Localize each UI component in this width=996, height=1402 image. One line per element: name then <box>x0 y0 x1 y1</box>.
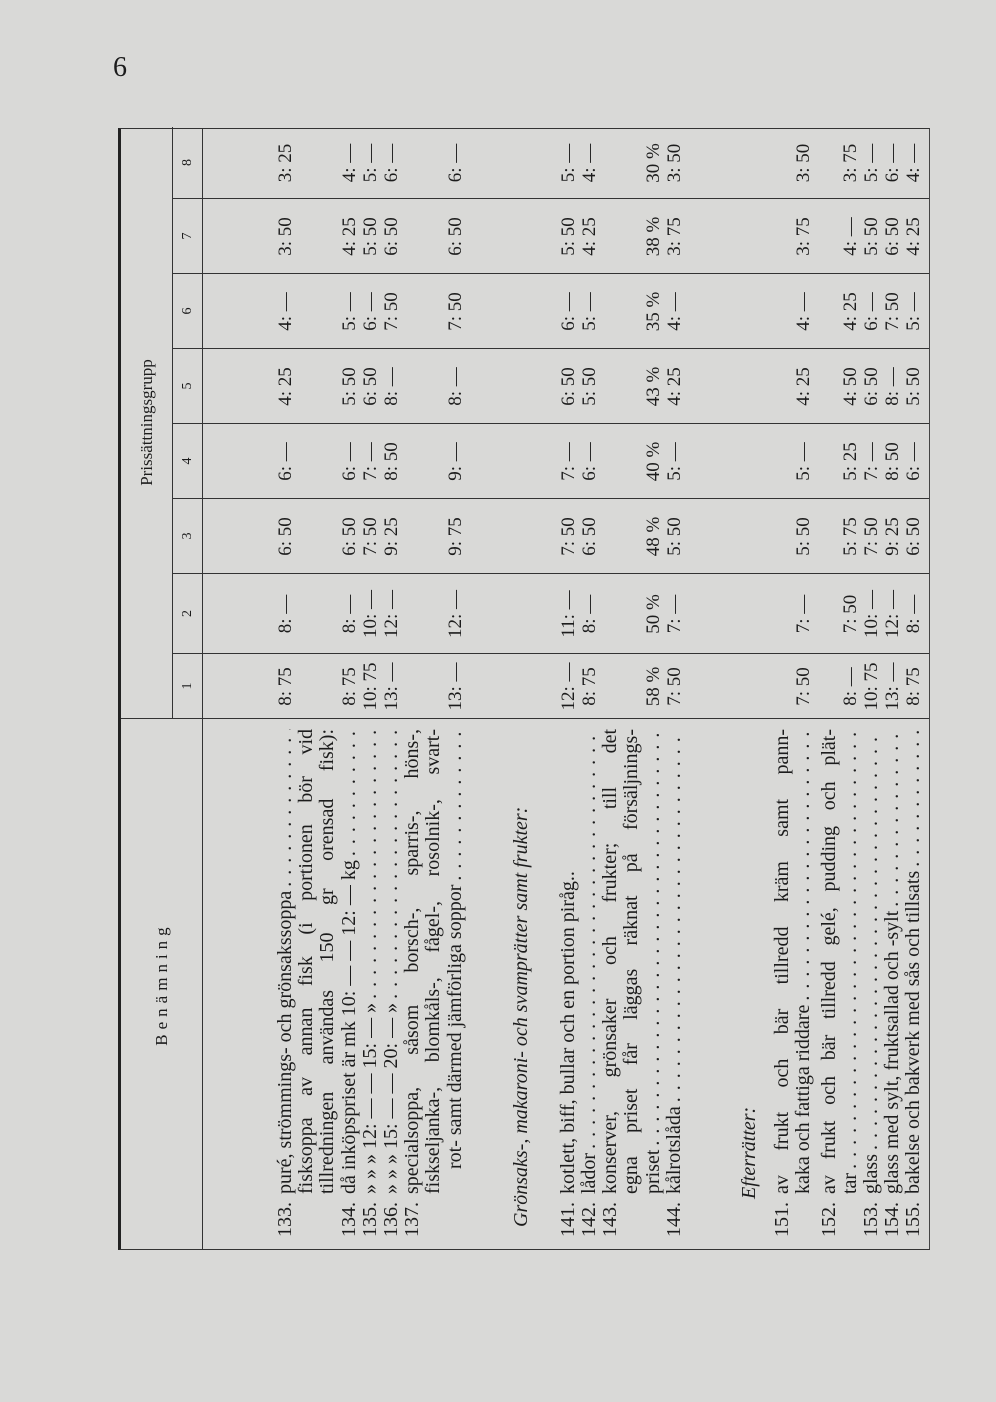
item-text: lådor <box>578 1152 601 1194</box>
dot-leader <box>275 729 296 887</box>
price-cells <box>643 127 664 719</box>
price-group-4: 7: — <box>557 442 579 481</box>
price-group-7: 6: 50 <box>380 217 402 256</box>
price-group-5: 4: 25 <box>793 367 815 406</box>
price-group-7: 3: 50 <box>275 217 296 256</box>
price-group-1: 8: 75 <box>338 667 360 706</box>
table-row <box>882 127 903 1249</box>
price-group-1: 8: 75 <box>579 667 601 706</box>
price-group-7: 6: 50 <box>444 217 466 256</box>
price-group-5: 4: 25 <box>663 367 685 406</box>
group-column-5: 5 <box>173 349 203 424</box>
price-group-4: 6: — <box>579 442 601 481</box>
item-number: 133. <box>274 1202 296 1237</box>
item-number: 142. <box>578 1202 601 1237</box>
price-group-5: 6: 50 <box>557 367 579 406</box>
table-row <box>381 127 402 1249</box>
price-group-3: 5: 50 <box>663 517 685 556</box>
page-number: 6 <box>113 52 127 83</box>
description-line <box>621 729 642 1237</box>
price-group-8: 3: 50 <box>663 143 685 183</box>
price-group-1: 13: — <box>444 662 466 711</box>
price-group-3: 7: 50 <box>860 517 882 556</box>
dot-leader <box>579 729 600 1149</box>
dot-leader <box>840 729 861 1169</box>
price-cells <box>558 127 579 719</box>
item-text: priset <box>641 1149 664 1194</box>
price-group-8: 6: — <box>882 143 904 183</box>
group-column-1: 1 <box>173 654 203 719</box>
item-number: 152. <box>817 1202 840 1237</box>
group-column-2: 2 <box>173 574 203 654</box>
price-group-5: 6: 50 <box>860 367 882 406</box>
dot-leader <box>861 729 882 1150</box>
price-group-6: 5: — <box>579 292 601 331</box>
price-group-2: 8: — <box>579 594 601 634</box>
price-group-5: 5: 50 <box>903 367 925 406</box>
price-group-6: 4: — <box>275 292 296 331</box>
price-group-8: 30 % <box>642 143 664 183</box>
description-line <box>819 729 840 1237</box>
price-group-6: 5: — <box>338 292 360 331</box>
table-row <box>861 127 882 1249</box>
price-cells <box>861 127 882 719</box>
dot-leader <box>903 729 924 867</box>
item-number: 137. <box>401 1202 424 1237</box>
description-line <box>903 729 924 1237</box>
price-group-4: 6: — <box>338 442 360 481</box>
description-line <box>275 729 296 1237</box>
price-group-6: 5: — <box>903 292 925 331</box>
price-group-3: 5: 50 <box>793 517 815 556</box>
item-text: tar <box>838 1172 861 1194</box>
price-group-2: 12: — <box>444 589 466 639</box>
header-prissattningsgrupp: Prissättningsgrupp <box>121 127 173 719</box>
table-row <box>558 127 579 1249</box>
price-cells <box>339 127 360 719</box>
price-cells <box>903 127 924 719</box>
price-group-1: 8: 75 <box>275 667 296 706</box>
price-group-7: 3: 75 <box>663 217 685 256</box>
item-text: glass med sylt, fruktsallad och -sylt <box>881 910 904 1194</box>
group-number-row <box>173 127 203 719</box>
description-line <box>445 729 466 1237</box>
row-description <box>819 719 861 1249</box>
item-text: » » » 15: — — 20: — » <box>379 1002 402 1194</box>
price-group-7: 6: 50 <box>882 217 904 256</box>
price-group-8: 5: — <box>359 143 381 183</box>
price-group-8: 6: — <box>444 143 466 183</box>
price-group-3: 9: 25 <box>380 517 402 556</box>
row-description <box>772 719 814 1249</box>
dot-leader <box>664 729 685 1102</box>
item-text: kotlett, biff, bullar och en portion piråg.. <box>556 871 579 1194</box>
price-group-3: 6: 50 <box>903 517 925 556</box>
group-column-3: 3 <box>173 499 203 574</box>
price-group-7: 4: 25 <box>579 217 601 256</box>
price-group-5: 43 % <box>642 366 664 407</box>
price-group-8: 4: — <box>338 143 360 183</box>
item-text: puré, strömmings- och grönsakssoppa <box>274 890 296 1194</box>
section-heading: Grönsaks-, makaroni- och svamprätter samt frukter: <box>509 806 532 1227</box>
item-number: 154. <box>881 1202 904 1237</box>
item-text: glass <box>859 1154 882 1194</box>
price-group-6: 6: — <box>359 292 381 331</box>
row-description <box>360 719 381 1249</box>
description-line <box>423 729 444 1237</box>
table-row <box>772 127 814 1249</box>
row-description <box>861 719 882 1249</box>
description-line <box>643 729 664 1237</box>
description-line <box>840 729 861 1237</box>
item-number: 141. <box>556 1202 579 1237</box>
table-row <box>402 127 466 1249</box>
price-group-4: 7: — <box>860 442 882 481</box>
item-text: då inköpspriset är mk 10: — — 12: — kg <box>337 860 360 1194</box>
price-group-2: 11: — <box>557 590 579 638</box>
dot-leader <box>339 729 360 856</box>
item-text: av frukt och bär tillredd gelé, pudding och plät- <box>817 729 840 1194</box>
price-group-3: 9: 75 <box>444 517 466 556</box>
description-line <box>402 729 423 1237</box>
price-group-6: 4: — <box>793 292 815 331</box>
price-cells <box>664 127 685 719</box>
price-group-2: 8: — <box>903 594 925 634</box>
header-benamning: Benämning <box>152 922 171 1046</box>
dot-leader <box>445 729 466 881</box>
price-group-3: 48 % <box>642 516 664 557</box>
price-group-4: 8: 50 <box>380 442 402 481</box>
dot-leader <box>793 729 814 1001</box>
item-text: specialsoppa, såsom borsch-, sparris-, höns-, <box>401 729 424 1194</box>
row-description <box>882 719 903 1249</box>
dot-leader <box>643 729 664 1146</box>
price-cells <box>840 127 861 719</box>
price-group-1: 10: 75 <box>359 662 381 711</box>
price-cells <box>579 127 600 719</box>
item-number: 136. <box>379 1202 402 1237</box>
price-group-6: 7: 50 <box>444 292 466 331</box>
price-group-6: 6: — <box>860 292 882 331</box>
price-group-8: 3: 75 <box>839 143 861 183</box>
item-number: 144. <box>662 1202 685 1237</box>
price-cells <box>445 127 466 719</box>
price-group-7: 4: 25 <box>903 217 925 256</box>
item-text: fisksoppa av annan fisk (i portionen bör vid <box>295 729 318 1194</box>
row-description <box>664 719 685 1249</box>
item-text: kaka och fattiga riddare <box>792 1004 815 1194</box>
table-body <box>203 129 925 1249</box>
price-group-8: 4: — <box>903 143 925 183</box>
price-group-6: 7: 50 <box>380 292 402 331</box>
price-cells <box>275 127 296 719</box>
price-group-7: 5: 50 <box>557 217 579 256</box>
price-group-4: 6: — <box>903 442 925 481</box>
item-text: av frukt och bär tillredd kräm samt pann- <box>771 729 794 1194</box>
price-group-1: 58 % <box>642 666 664 707</box>
price-group-1: 13: — <box>882 662 904 711</box>
row-description <box>339 719 360 1249</box>
item-text: bakelse och bakverk med sås och tillsats <box>902 870 925 1194</box>
item-number: 155. <box>902 1202 925 1237</box>
item-text: kålrotslåda <box>662 1106 685 1194</box>
price-group-4: 6: — <box>275 442 296 481</box>
price-cells <box>793 127 814 719</box>
price-group-3: 6: 50 <box>275 517 296 556</box>
price-cells <box>882 127 903 719</box>
description-line <box>793 729 814 1237</box>
price-group-4: 40 % <box>642 441 664 482</box>
price-group-2: 8: — <box>275 594 296 634</box>
price-group-8: 6: — <box>380 143 402 183</box>
price-group-3: 7: 50 <box>557 517 579 556</box>
price-group-6: 6: — <box>557 292 579 331</box>
table-row <box>579 127 600 1249</box>
price-group-1: 8: — <box>839 667 861 706</box>
price-group-8: 5: — <box>557 143 579 183</box>
description-line <box>600 729 621 1237</box>
row-description <box>903 719 924 1249</box>
row-description <box>558 719 579 1249</box>
item-text: konserver, grönsaker och frukter; till det <box>599 729 622 1194</box>
price-group-1: 13: — <box>380 662 402 711</box>
price-group-5: 8: — <box>882 367 904 406</box>
price-group-2: 7: — <box>793 594 815 634</box>
price-group-4: 8: 50 <box>882 442 904 481</box>
price-group-1: 7: 50 <box>663 667 685 706</box>
table-header <box>121 129 203 1249</box>
price-group-5: 5: 50 <box>338 367 360 406</box>
item-text: fiskseljanka-, blomkåls-, fågel-, rosolnik-, svart- <box>422 729 445 1194</box>
item-text: tillredningen användas 150 gr orensad fisk): <box>316 729 339 1194</box>
price-group-5: 4: 25 <box>275 367 296 406</box>
group-column-7: 7 <box>173 199 203 274</box>
price-group-5: 8: — <box>444 367 466 406</box>
dot-leader <box>381 729 402 999</box>
price-group-7: 38 % <box>642 216 664 257</box>
group-column-8: 8 <box>173 127 203 199</box>
description-line <box>558 729 579 1237</box>
description-line <box>861 729 882 1237</box>
price-group-7: 5: 50 <box>359 217 381 256</box>
price-group-8: 4: — <box>579 143 601 183</box>
price-group-7: 5: 50 <box>860 217 882 256</box>
price-group-1: 8: 75 <box>903 667 925 706</box>
price-group-2: 7: — <box>663 594 685 634</box>
price-group-2: 50 % <box>642 594 664 634</box>
price-group-1: 12: — <box>557 662 579 711</box>
price-group-1: 10: 75 <box>860 662 882 711</box>
price-group-6: 4: 25 <box>839 292 861 331</box>
table-row <box>275 127 339 1249</box>
price-group-2: 12: — <box>380 589 402 639</box>
price-group-7: 4: 25 <box>338 217 360 256</box>
price-group-7: 3: 75 <box>793 217 815 256</box>
price-group-5: 4: 50 <box>839 367 861 406</box>
price-group-5: 8: — <box>380 367 402 406</box>
price-group-4: 7: — <box>359 442 381 481</box>
table-row <box>339 127 360 1249</box>
item-number: 143. <box>599 1202 622 1237</box>
price-group-6: 4: — <box>663 292 685 331</box>
price-group-8: 5: — <box>860 143 882 183</box>
price-group-3: 9: 25 <box>882 517 904 556</box>
row-description <box>402 719 466 1249</box>
price-group-8: 3: 50 <box>793 143 815 183</box>
price-group-4: 5: — <box>663 442 685 481</box>
item-number: 151. <box>771 1202 794 1237</box>
item-text: » » » 12: — — 15: — » <box>358 1002 381 1194</box>
price-group-2: 10: — <box>860 589 882 639</box>
description-line <box>296 729 317 1237</box>
price-group-2: 12: — <box>882 589 904 639</box>
description-line <box>664 729 685 1237</box>
price-group-6: 7: 50 <box>882 292 904 331</box>
item-number: 135. <box>358 1202 381 1237</box>
price-group-2: 10: — <box>359 589 381 639</box>
item-number: 153. <box>859 1202 882 1237</box>
item-text: rot- samt därmed jämförliga soppor <box>443 884 466 1169</box>
table-row <box>360 127 381 1249</box>
row-description <box>381 719 402 1249</box>
section-heading: Efterrätter: <box>738 1106 760 1199</box>
table-row <box>903 127 924 1249</box>
price-group-8: 3: 25 <box>275 143 296 183</box>
group-column-6: 6 <box>173 274 203 349</box>
price-group-4: 5: — <box>793 442 815 481</box>
description-line <box>360 729 381 1237</box>
description-line <box>579 729 600 1237</box>
price-group-1: 7: 50 <box>793 667 815 706</box>
price-cells <box>381 127 402 719</box>
price-group-4: 5: 25 <box>839 442 861 481</box>
description-line <box>339 729 360 1237</box>
price-group-3: 6: 50 <box>338 517 360 556</box>
price-group-6: 35 % <box>642 291 664 332</box>
description-line <box>317 729 338 1237</box>
price-group-2: 7: 50 <box>839 594 861 634</box>
table-row <box>819 127 861 1249</box>
description-line <box>381 729 402 1237</box>
description-line <box>772 729 793 1237</box>
row-description <box>579 719 600 1249</box>
price-group-3: 7: 50 <box>359 517 381 556</box>
price-group-5: 6: 50 <box>359 367 381 406</box>
item-text: egna priset får läggas räknat på försäljnings- <box>620 729 643 1194</box>
price-group-7: 4: — <box>839 217 861 256</box>
dot-leader <box>360 729 381 999</box>
price-group-2: 8: — <box>338 594 360 634</box>
table-row <box>664 127 685 1249</box>
row-description <box>275 719 339 1249</box>
price-table <box>118 128 930 1250</box>
dot-leader <box>882 729 903 907</box>
price-group-3: 6: 50 <box>579 517 601 556</box>
group-column-4: 4 <box>173 424 203 499</box>
price-group-5: 5: 50 <box>579 367 601 406</box>
table-row <box>600 127 664 1249</box>
price-cells <box>360 127 381 719</box>
row-description <box>600 719 664 1249</box>
price-group-3: 5: 75 <box>839 517 861 556</box>
description-line <box>882 729 903 1237</box>
price-group-4: 9: — <box>444 442 466 481</box>
item-number: 134. <box>337 1202 360 1237</box>
